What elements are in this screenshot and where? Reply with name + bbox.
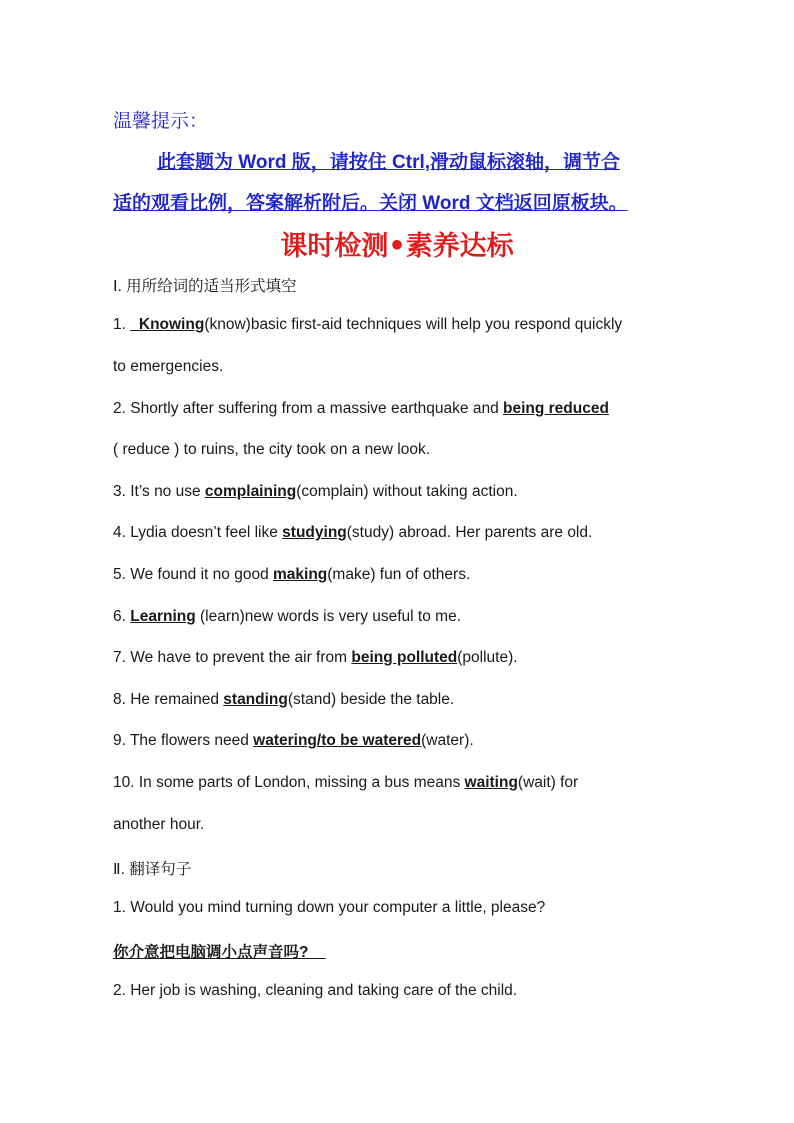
translation-1: 1. Would you mind turning down your computer a little, please?	[113, 899, 546, 916]
answer-8: standing	[223, 691, 288, 708]
answer-10: waiting	[464, 774, 518, 791]
answer-7: being polluted	[351, 649, 458, 666]
question-9: 9. The flowers need watering/to be watered(water).	[113, 732, 474, 749]
answer-3: complaining	[204, 483, 297, 500]
question-6: 6. Learning (learn)new words is very useful to me.	[113, 608, 462, 625]
question-7: 7. We have to prevent the air from being polluted(pollute).	[113, 649, 518, 666]
question-8: 8. He remained standing(stand) beside the table.	[113, 691, 455, 708]
tip-body	[113, 142, 693, 224]
question-2: 2. Shortly after suffering from a massive earthquake and being reduced	[113, 400, 609, 417]
answer-1: Knowing	[138, 316, 205, 333]
answer-9: watering/to be watered	[253, 732, 422, 749]
tip-line-1: 此套题为 Word 版，请按住 Ctrl,滑动鼠标滚轴，调节合	[157, 152, 621, 173]
main-title: 课时检测•素养达标	[280, 231, 514, 262]
question-1-cont: to emergencies.	[113, 358, 224, 375]
tip-title: 温馨提示：	[113, 111, 209, 132]
answer-2: being reduced	[503, 400, 609, 417]
answer-6: Learning	[130, 608, 196, 625]
question-2-cont: ( reduce ) to ruins, the city took on a new look.	[113, 441, 431, 458]
translation-1-answer: 你介意把电脑调小点声音吗?	[113, 944, 309, 961]
tip-line-2: 适的观看比例，答案解析附后。关闭 Word 文档返回原板块。	[113, 193, 628, 214]
question-10: 10. In some parts of London, missing a bus means waiting(wait) for	[113, 774, 579, 791]
question-3: 3. It’s no use complaining(complain) without taking action.	[113, 483, 518, 500]
section-1-heading: Ⅰ. 用所给词的适当形式填空	[113, 278, 297, 295]
answer-4: studying	[282, 524, 347, 541]
question-10-cont: another hour.	[113, 816, 205, 833]
answer-5: making	[273, 566, 328, 583]
question-5: 5. We found it no good making(make) fun of others.	[113, 566, 471, 583]
section-2-heading: Ⅱ. 翻译句子	[113, 861, 192, 878]
question-4: 4. Lydia doesn’t feel like studying(study) abroad. Her parents are old.	[113, 524, 593, 541]
translation-2: 2. Her job is washing, cleaning and taking care of the child.	[113, 982, 518, 999]
question-1: 1. Knowing(know)basic first-aid techniques will help you respond quickly	[113, 316, 623, 333]
